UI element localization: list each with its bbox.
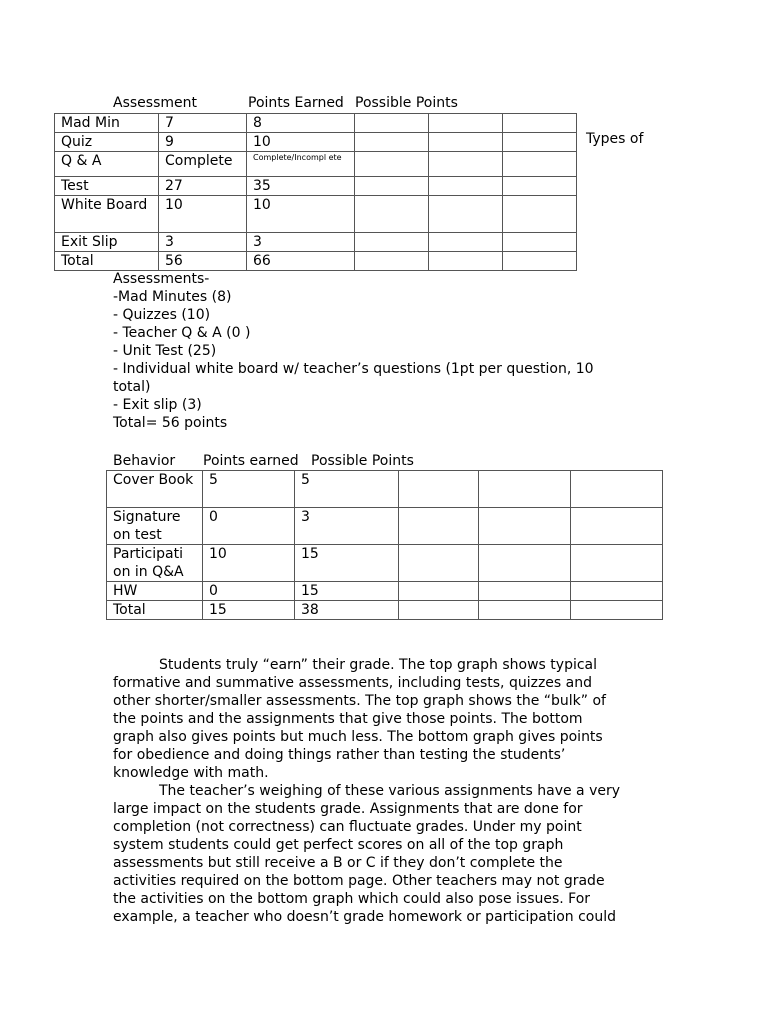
row-label: Signature on test	[107, 508, 203, 545]
possible-cell: 35	[247, 177, 355, 196]
row-label: Participati on in Q&A	[107, 545, 203, 582]
possible-cell: 38	[295, 601, 399, 620]
side-note: Types of	[586, 131, 644, 147]
earned-cell: 5	[203, 471, 295, 508]
row-label: Exit Slip	[55, 233, 159, 252]
table-row	[55, 133, 577, 152]
table-row	[55, 233, 577, 252]
row-label: Mad Min	[55, 114, 159, 133]
row-label: Q & A	[55, 152, 159, 177]
table-row	[55, 152, 577, 177]
assessment-header: Assessment	[113, 95, 197, 111]
earned-cell: 56	[159, 252, 247, 271]
possible-cell: Complete/Incompl ete	[247, 152, 355, 177]
assessment-list	[113, 270, 594, 432]
row-label: Cover Book	[107, 471, 203, 508]
possible-points-header: Possible Points	[355, 95, 458, 111]
list-item: Assessments-	[113, 271, 210, 287]
paragraph-1	[113, 656, 673, 926]
possible-cell: 15	[295, 545, 399, 582]
paragraph-line: large impact on the students grade. Assignments that are done for	[113, 801, 583, 817]
possible-cell: 10	[247, 133, 355, 152]
row-label: Quiz	[55, 133, 159, 152]
possible-cell: 66	[247, 252, 355, 271]
paragraph-line: activities required on the bottom page. Other teachers may not grade	[113, 873, 605, 889]
behavior-table	[106, 470, 663, 620]
row-label: HW	[107, 582, 203, 601]
paragraph-line: Students truly “earn” their grade. The top graph shows typical	[159, 657, 598, 673]
row-label: White Board	[55, 196, 159, 233]
list-item: total)	[113, 379, 151, 395]
table-row	[107, 508, 663, 545]
table-row	[55, 114, 577, 133]
table-row	[107, 582, 663, 601]
paragraph-line: the activities on the bottom graph which could also pose issues. For	[113, 891, 591, 907]
list-item: - Unit Test (25)	[113, 343, 217, 359]
points-earned-header: Points earned	[203, 453, 299, 469]
paragraph-line: the points and the assignments that give those points. The bottom	[113, 711, 583, 727]
row-label: Test	[55, 177, 159, 196]
earned-cell: 7	[159, 114, 247, 133]
list-item: - Teacher Q & A (0 )	[113, 325, 251, 341]
earned-cell: 3	[159, 233, 247, 252]
table-row	[55, 177, 577, 196]
possible-cell: 15	[295, 582, 399, 601]
earned-cell: 0	[203, 582, 295, 601]
possible-points-header: Possible Points	[311, 453, 414, 469]
table-row	[55, 196, 577, 233]
possible-cell: 8	[247, 114, 355, 133]
earned-cell: 27	[159, 177, 247, 196]
earned-cell: 15	[203, 601, 295, 620]
table-row	[107, 601, 663, 620]
earned-cell: 10	[159, 196, 247, 233]
earned-cell: 10	[203, 545, 295, 582]
table-row	[107, 545, 663, 582]
possible-cell: 3	[247, 233, 355, 252]
paragraph-line: knowledge with math.	[113, 765, 269, 781]
earned-cell: Complete	[159, 152, 247, 177]
paragraph-line: The teacher’s weighing of these various assignments have a very	[159, 783, 621, 799]
list-item: - Exit slip (3)	[113, 397, 202, 413]
list-item: - Individual white board w/ teacher’s questions (1pt per question, 10	[113, 361, 594, 377]
row-label: Total	[107, 601, 203, 620]
possible-cell: 3	[295, 508, 399, 545]
assessment-table	[54, 113, 577, 271]
paragraph-line: graph also gives points but much less. The bottom graph gives points	[113, 729, 603, 745]
row-label: Total	[55, 252, 159, 271]
list-item: -Mad Minutes (8)	[113, 289, 232, 305]
list-item: - Quizzes (10)	[113, 307, 211, 323]
earned-cell: 9	[159, 133, 247, 152]
paragraph-line: completion (not correctness) can fluctuate grades. Under my point	[113, 819, 582, 835]
paragraph-line: system students could get perfect scores on all of the top graph	[113, 837, 564, 853]
table-row	[107, 471, 663, 508]
paragraph-line: formative and summative assessments, including tests, quizzes and	[113, 675, 592, 691]
table-row	[55, 252, 577, 271]
points-earned-header: Points Earned	[248, 95, 344, 111]
paragraph-line: example, a teacher who doesn’t grade homework or participation could	[113, 909, 617, 925]
paragraph-line: other shorter/smaller assessments. The top graph shows the “bulk” of	[113, 693, 606, 709]
possible-cell: 5	[295, 471, 399, 508]
paragraph-line: assessments but still receive a B or C if they don’t complete the	[113, 855, 563, 871]
behavior-header: Behavior	[113, 453, 176, 469]
possible-cell: 10	[247, 196, 355, 233]
list-item: Total= 56 points	[113, 415, 228, 431]
paragraph-line: for obedience and doing things rather than testing the students’	[113, 747, 566, 763]
earned-cell: 0	[203, 508, 295, 545]
